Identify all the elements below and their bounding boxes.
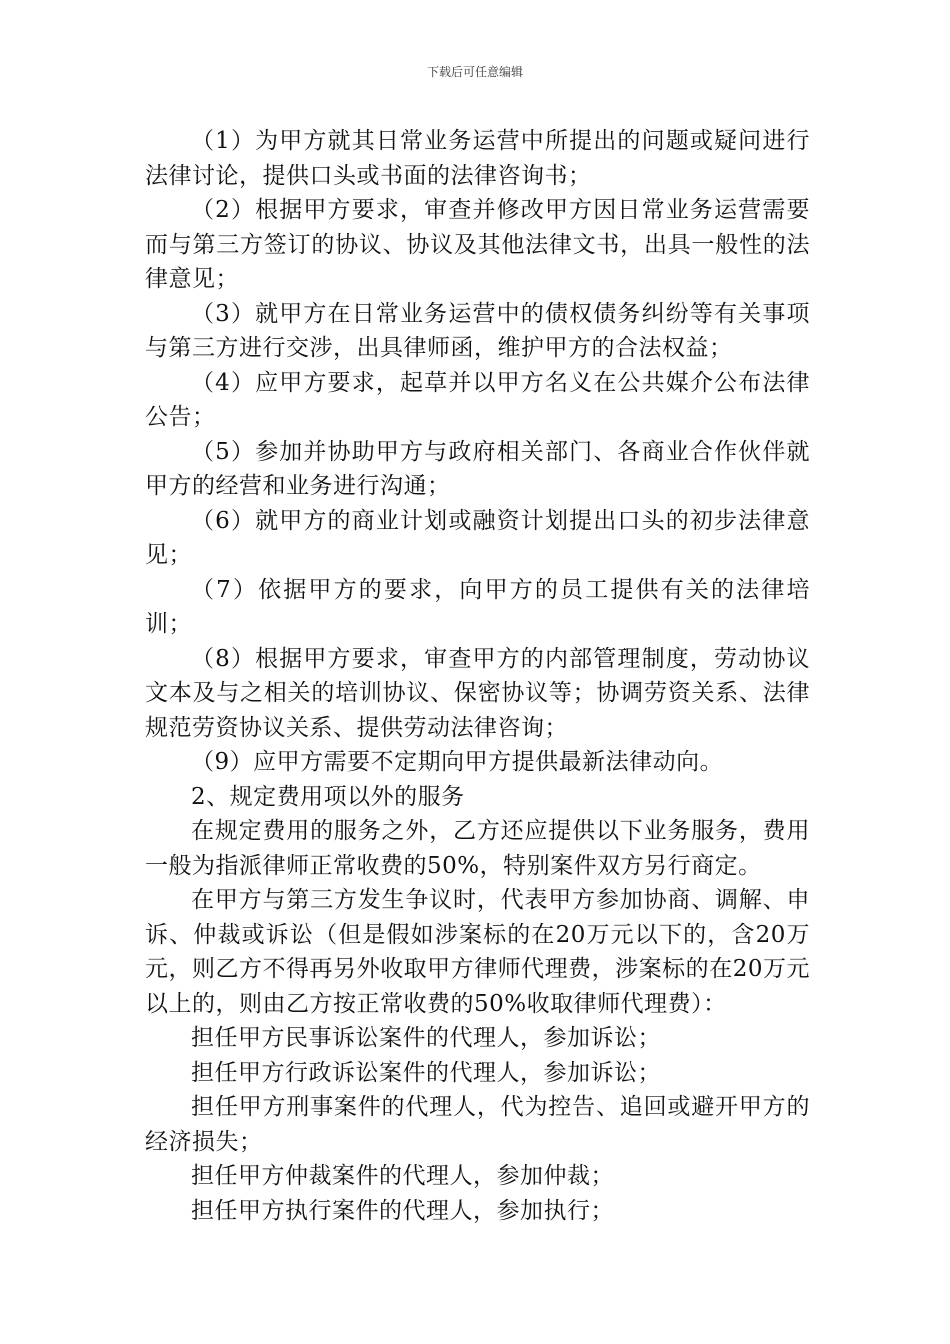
service-item-administrative: 担任甲方行政诉讼案件的代理人，参加诉讼；	[191, 1059, 661, 1086]
list-item-9: （9）应甲方需要不定期向甲方提供最新法律动向。	[191, 749, 724, 775]
paragraph-fee-terms: 在规定费用的服务之外，乙方还应提供以下业务服务，费用一般为指派律师正常收费的50%，特别案件双方另行商定。	[145, 818, 810, 879]
service-item-arbitration: 担任甲方仲裁案件的代理人，参加仲裁；	[191, 1163, 614, 1189]
section-heading: 2、规定费用项以外的服务	[191, 783, 465, 810]
service-item-civil: 担任甲方民事诉讼案件的代理人，参加诉讼；	[191, 1025, 661, 1051]
list-item-4: （4）应甲方要求，起草并以甲方名义在公共媒介公布法律公告；	[145, 369, 810, 430]
list-item-8: （8）根据甲方要求，审查甲方的内部管理制度，劳动协议文本及与之相关的培训协议、保密协议等；协调劳资关系、法律规范劳资协议关系、提供劳动法律咨询；	[145, 645, 810, 741]
list-item-7: （7）依据甲方的要求，向甲方的员工提供有关的法律培训；	[145, 576, 810, 637]
list-item-2: （2）根据甲方要求，审查并修改甲方因日常业务运营需要而与第三方签订的协议、协议及其他法律文书，出具一般性的法律意见；	[145, 197, 810, 292]
list-item-1: （1）为甲方就其日常业务运营中所提出的问题或疑问进行法律讨论，提供口头或书面的法律咨询书；	[145, 128, 810, 189]
document-body	[145, 124, 810, 1228]
service-item-criminal: 担任甲方刑事案件的代理人，代为控告、追回或避开甲方的经济损失；	[145, 1094, 810, 1155]
page-header-note: 下载后可任意编辑	[426, 65, 523, 79]
service-item-execution: 担任甲方执行案件的代理人，参加执行；	[191, 1197, 614, 1224]
list-item-6: （6）就甲方的商业计划或融资计划提出口头的初步法律意见；	[145, 507, 810, 568]
paragraph-dispute: 在甲方与第三方发生争议时，代表甲方参加协商、调解、申诉、仲裁或诉讼（但是假如涉案标的在20万元以下的，含20万元，则乙方不得再另外收取甲方律师代理费，涉案标的在20万元以上的，则由乙方按正常收费的50%收取律师代理费）：	[145, 887, 810, 1017]
list-item-3: （3）就甲方在日常业务运营中的债权债务纠纷等有关事项与第三方进行交涉，出具律师函，维护甲方的合法权益；	[145, 300, 810, 361]
list-item-5: （5）参加并协助甲方与政府相关部门、各商业合作伙伴就甲方的经营和业务进行沟通；	[145, 438, 810, 499]
